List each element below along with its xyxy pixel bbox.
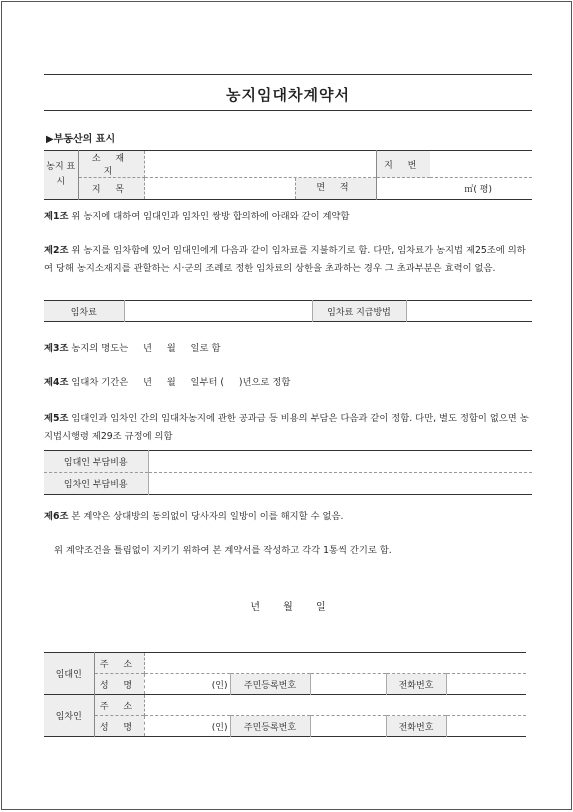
land-category-value[interactable] [145, 178, 296, 199]
lessor-address-label: 주 소 [94, 653, 144, 674]
lessor-phone-value[interactable] [446, 674, 526, 695]
contract-date: 년 월 일 [250, 602, 326, 613]
lessor-address-value[interactable] [144, 653, 526, 674]
lessee-cost-label: 임차인 부담비용 [44, 473, 148, 495]
rent-table [44, 300, 532, 322]
parties-table [44, 652, 526, 737]
lot-number-value[interactable] [430, 151, 532, 178]
title-bottom-rule [44, 110, 532, 111]
rent-label: 임차료 [44, 301, 124, 322]
lessee-address-label: 주 소 [94, 695, 144, 716]
article-5: 제5조 임대인과 임차인 간의 임대차농지에 관한 공과금 등 비용의 부담은 다음과 같이 정함. 다만, 별도 정함이 없으면 농지법시행령 제29조 규정에 의함 [44, 413, 529, 442]
lessor-label: 임대인 [44, 653, 94, 695]
area-value[interactable]: ㎡( 평) [376, 178, 532, 200]
rent-value[interactable] [124, 301, 312, 322]
lessee-id-value[interactable] [310, 716, 386, 737]
lessee-phone-label: 전화번호 [386, 716, 446, 737]
area-label: 면 적 [296, 178, 376, 199]
lot-number-label: 지 번 [376, 151, 430, 178]
lessor-name-label: 성 명 [94, 674, 144, 695]
article-3: 제3조 농지의 명도는 년 월 일로 함 [44, 343, 221, 354]
lessor-id-value[interactable] [310, 674, 386, 695]
lessor-name-seal[interactable]: (인) [211, 680, 228, 691]
property-group-label: 농지 표시 [44, 151, 78, 200]
contract-page [1, 1, 572, 810]
lessee-name-label: 성 명 [94, 716, 144, 737]
article-4: 제4조 임대차 기간은 년 월 일부터 ( )년으로 정함 [44, 377, 291, 388]
lessee-label: 임차인 [44, 695, 94, 737]
lessee-address-value[interactable] [144, 695, 526, 716]
title-top-rule [44, 74, 532, 75]
lessee-cost-value[interactable] [148, 473, 532, 495]
payment-method-label: 임차료 지급방법 [312, 301, 406, 322]
cost-burden-table [44, 450, 532, 495]
address-value[interactable] [144, 151, 376, 178]
property-table [44, 150, 532, 200]
article-2: 제2조 위 농지를 임차함에 있어 임대인에게 다음과 같이 임차료를 지불하기로 함. 다만, 임차료가 농지법 제25조에 의하여 당해 농지소재지를 관할하는 시·군의 조례로 정한 임차료의 상한을 초과하는 경우 그 초과부분은 효력이 없음. [44, 245, 526, 274]
lessor-phone-label: 전화번호 [386, 674, 446, 695]
land-category-label: 지 목 [78, 178, 144, 200]
lessee-name-seal[interactable]: (인) [211, 722, 228, 733]
lessor-cost-value[interactable] [148, 451, 532, 473]
document-title: 농지임대차계약서 [226, 86, 350, 104]
section-heading: ▶부동산의 표시 [46, 134, 116, 145]
address-label: 소 재 지 [78, 151, 144, 178]
lessee-id-label: 주민등록번호 [230, 716, 310, 737]
article-1: 제1조 위 농지에 대하여 임대인과 임차인 쌍방 합의하에 아래와 같이 계약함 [44, 211, 350, 222]
payment-method-value[interactable] [406, 301, 532, 322]
lessor-id-label: 주민등록번호 [230, 674, 310, 695]
lessee-phone-value[interactable] [446, 716, 526, 737]
closing-statement: 위 계약조건을 틀림없이 지키기 위하여 본 계약서를 작성하고 각각 1통씩 간기로 함. [54, 545, 392, 556]
lessor-cost-label: 임대인 부담비용 [44, 451, 148, 473]
article-6: 제6조 본 계약은 상대방의 동의없이 당사자의 일방이 이를 해지할 수 없음. [44, 511, 344, 522]
